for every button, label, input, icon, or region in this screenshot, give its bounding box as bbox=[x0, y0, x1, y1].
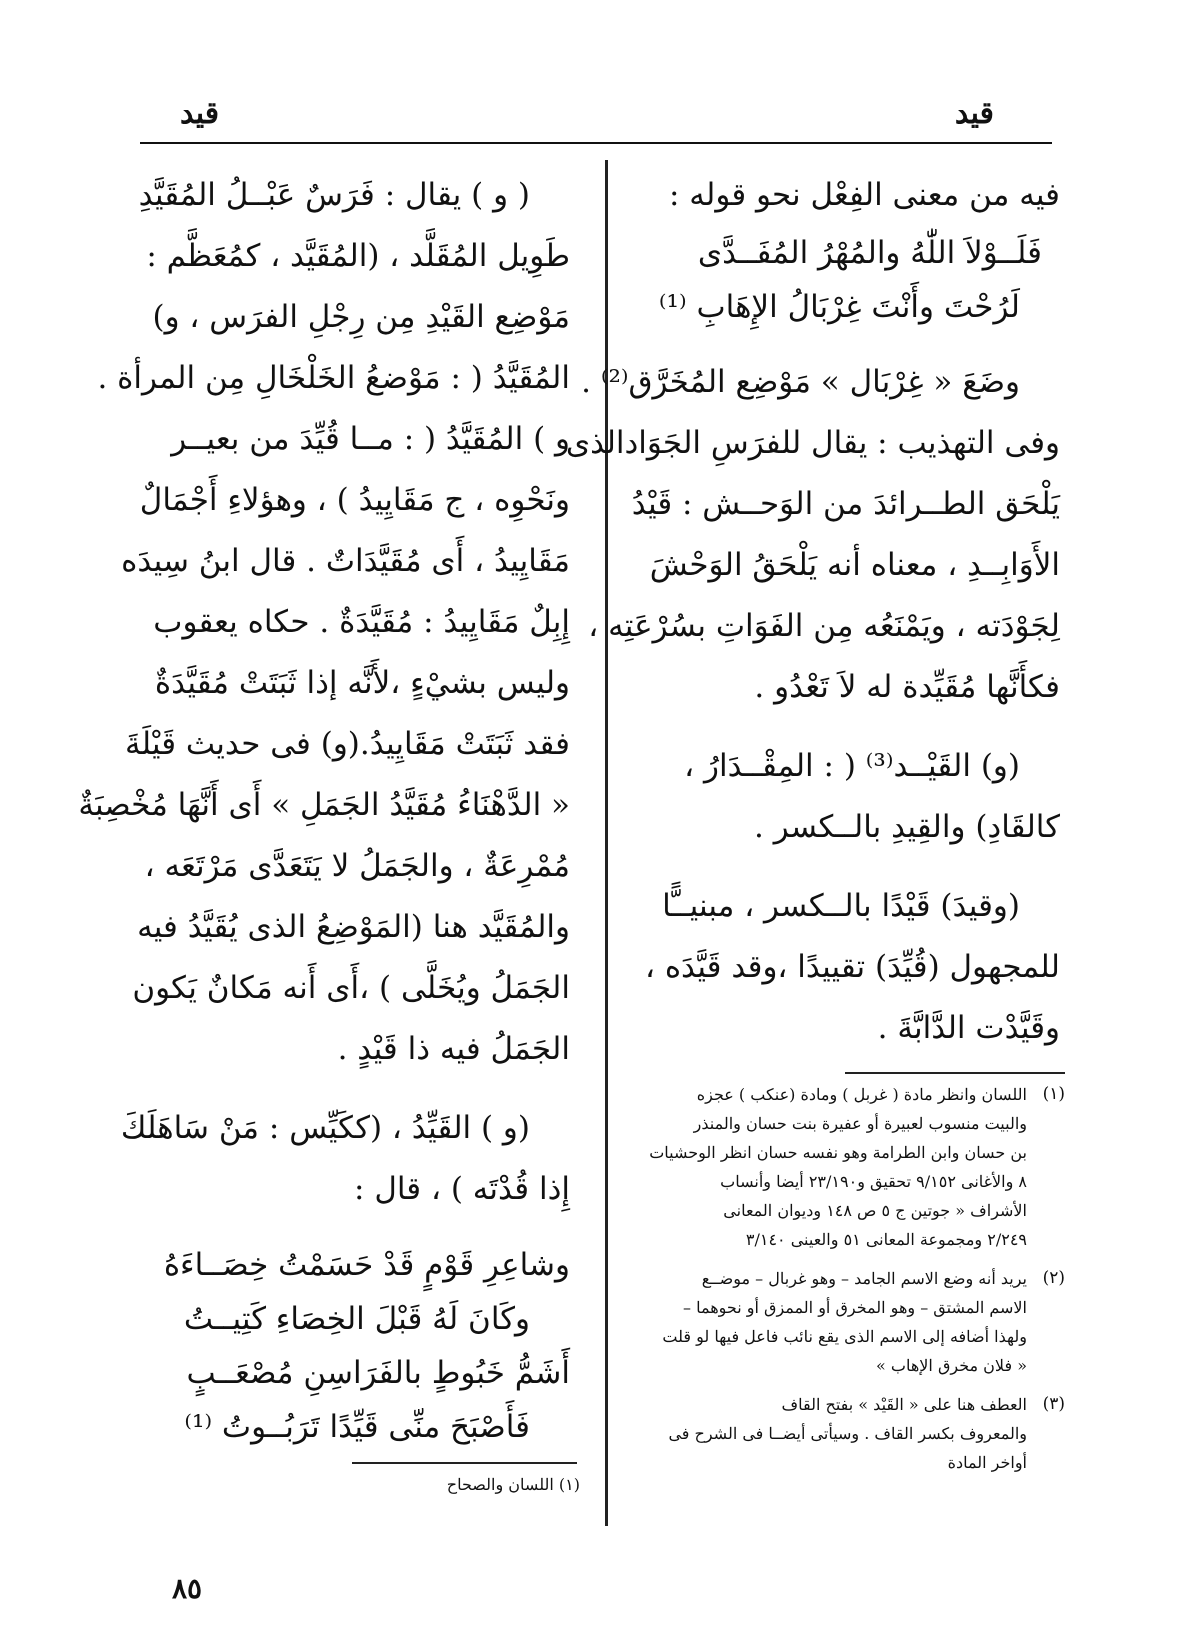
text-line: كالقَادِ) والقِيدِ بالــكسر . bbox=[754, 809, 1060, 845]
text-line: إِذا قُدْتَه ) ، قال : bbox=[354, 1171, 570, 1207]
footnote-line: الاسم المشتق – وهو المخرق أو الممزق أو نحوهما – bbox=[683, 1298, 1027, 1317]
footnote-line: الأشراف « جوتين ج ٥ ص ١٤٨ وديوان المعانى bbox=[723, 1201, 1027, 1220]
header-rule bbox=[140, 142, 1052, 144]
footnote bbox=[640, 1264, 1065, 1380]
text-line: وفى التهذيب : يقال للفرَسِ الجَوَادالذى bbox=[565, 425, 1060, 461]
verse-line: وشاعِرِ قَوْمٍ قَدْ حَسَمْتُ خِصَــاءَهُ bbox=[163, 1247, 570, 1283]
footnote-line: أواخر المادة bbox=[947, 1453, 1027, 1472]
text-line: إِبِلٌ مَقَايِيدُ : مُقَيَّدَةٌ . حكاه يعقوب bbox=[153, 604, 570, 640]
running-head-right: قيد bbox=[954, 96, 994, 131]
footnote-line: « فلان مخرق الإهاب » bbox=[876, 1356, 1027, 1375]
verse-line: فَأَصْبَحَ منِّى قَيِّدًا تَرَبُــوتُ ⁽¹⁾ bbox=[184, 1409, 530, 1445]
text-line: طَوِيل المُقَلَّد ، (المُقَيَّد ، كمُعَظَّم : bbox=[146, 238, 570, 274]
footnote-line: يريد أنه وضع الاسم الجامد – وهو غربال – موضــع bbox=[701, 1269, 1027, 1288]
footnote-rule bbox=[845, 1072, 1065, 1074]
footnote-line: والبيت منسوب لعبيرة أو عفيرة بنت حسان والمنذر bbox=[693, 1114, 1027, 1133]
text-line: المُقَيَّدُ ( : مَوْضعُ الخَلْخَالِ مِن المرأة . bbox=[97, 360, 570, 396]
text-line: للمجهول (قُيِّدَ) تقييدًا ،وقد قَيَّدَه ، bbox=[644, 949, 1060, 985]
verse-line: أَشَمُّ خَبُوطٍ بالفَرَاسِنِ مُصْعَــبٍ bbox=[186, 1355, 570, 1391]
text-line: الأَوَابِــدِ ، معناه أنه يَلْحَقُ الوَحْشَ bbox=[649, 547, 1060, 583]
text-line: (و ) القَيِّدُ ، (ككَيِّس : مَنْ سَاهَلَكَ bbox=[120, 1110, 530, 1146]
verse-line: لَرُحْتَ وأَنْتَ غِرْبَالُ الإِهَابِ ⁽¹⁾ bbox=[658, 289, 1020, 325]
verse-line: وكَانَ لَهُ قَبْلَ الخِصَاءِ كَتِيــتُ bbox=[183, 1301, 530, 1337]
footnote-line: بن حسان وابن الطرامة وهو نفسه حسان انظر الوحشيات bbox=[649, 1143, 1027, 1162]
footnote-number: (٢) bbox=[1042, 1268, 1065, 1288]
left-column bbox=[78, 165, 570, 1454]
footnote-line: ٢/٢٤٩ ومجموعة المعانى ٥١ والعينى ٣/١٤٠ bbox=[745, 1230, 1027, 1249]
text-line: ( و ) يقال : فَرَسٌ عَبْــلُ المُقَيَّدِ bbox=[138, 177, 530, 213]
right-column bbox=[565, 165, 1060, 1059]
text-line: فيه من معنى الفِعْل نحو قوله : bbox=[668, 177, 1060, 213]
text-line: الجَمَلُ فيه ذا قَيْدٍ . bbox=[337, 1031, 570, 1067]
page-number: ٨٥ bbox=[172, 1572, 203, 1605]
text-line: ونَحْوِه ، ج مَقَايِيدُ ) ، وهؤلاءِ أَجْمَالٌ bbox=[139, 482, 570, 518]
running-head-left: قيد bbox=[180, 96, 220, 131]
text-line: « الدَّهْنَاءُ مُقَيَّدُ الجَمَلِ » أَى أَنَّهَا مُخْصِبَةٌ bbox=[78, 787, 570, 823]
text-line: وضَعَ « غِرْبَال » مَوْضِع المُخَرَّق⁽²⁾ . bbox=[581, 364, 1020, 400]
text-line: مُمْرِعَةٌ ، والجَمَلُ لا يَتَعَدَّى مَرْتَعَه ، bbox=[144, 848, 570, 884]
text-line: (وقيدَ) قَيْدًا بالــكسر ، مبنيــًّا bbox=[662, 888, 1020, 924]
footnote bbox=[640, 1080, 1065, 1254]
text-line: والمُقَيَّد هنا (المَوْضِعُ الذى يُقَيَّدُ فيه bbox=[137, 909, 570, 945]
footnote-line: اللسان وانظر مادة ( غربل ) ومادة (عنكب ) عجزه bbox=[696, 1085, 1027, 1104]
text-line: وقَيَّدْت الدَّابَّةَ . bbox=[877, 1010, 1060, 1046]
footnote bbox=[640, 1390, 1065, 1477]
footnote-line: العطف هنا على « القَيْد » بفتح القاف bbox=[781, 1395, 1027, 1414]
text-line: مَوْضِع القَيْدِ مِن رِجْلِ الفرَس ، و) bbox=[152, 299, 570, 335]
footnote-line: والمعروف بكسر القاف . وسيأتى أيضــا فى الشرح فى bbox=[668, 1424, 1027, 1443]
text-line: وليس بشيْءٍ ،لأَنَّه إذا ثَبَتَتْ مُقَيَّدَةٌ bbox=[154, 665, 570, 701]
text-line: فقد ثَبَتَتْ مَقَايِيدُ.(و) فى حديث قَيْلَةَ bbox=[124, 726, 570, 762]
footnote-line: ولهذا أضافه إلى الاسم الذى يقع نائب فاعل فيها لو قلت bbox=[662, 1327, 1027, 1346]
text-line: مَقَايِيدُ ، أَى مُقَيَّدَاتٌ . قال ابنُ سِيدَه bbox=[121, 543, 570, 579]
text-line: (و) القَيْــد⁽³⁾ ( : المِقْــدَارُ ، bbox=[684, 748, 1020, 784]
footnote-line: ٨ والأغانى ٩/١٥٢ تحقيق و٢٣/١٩٠ أيضا وأنساب bbox=[720, 1172, 1027, 1191]
text-line: يَلْحَق الطــرائدَ من الوَحــش : قَيْدُ bbox=[631, 486, 1060, 522]
footnote-number: (١) bbox=[1042, 1084, 1065, 1104]
text-line: فكأَنَّها مُقَيِّدة له لاَ تَعْدُو . bbox=[754, 669, 1060, 705]
text-line: الجَمَلُ ويُخَلَّى ) ،أَى أَنه مَكانٌ يَكون bbox=[132, 970, 570, 1006]
footnote-left: (١) اللسان والصحاح bbox=[446, 1475, 580, 1494]
text-line: لِجَوْدَته ، ويَمْنَعُه مِن الفَوَاتِ بسُرْعَتِه ، bbox=[588, 608, 1060, 644]
verse-line: فَلَــوْلاَ اللّٰهُ والمُهْرُ المُفَــدَّى bbox=[697, 235, 1042, 271]
text-line: و ) المُقَيَّدُ ( : مــا قُيِّدَ من بعيــر bbox=[171, 421, 570, 457]
footnote-rule bbox=[352, 1462, 577, 1464]
footnotes-right bbox=[640, 1080, 1065, 1487]
footnote-number: (٣) bbox=[1042, 1394, 1065, 1414]
